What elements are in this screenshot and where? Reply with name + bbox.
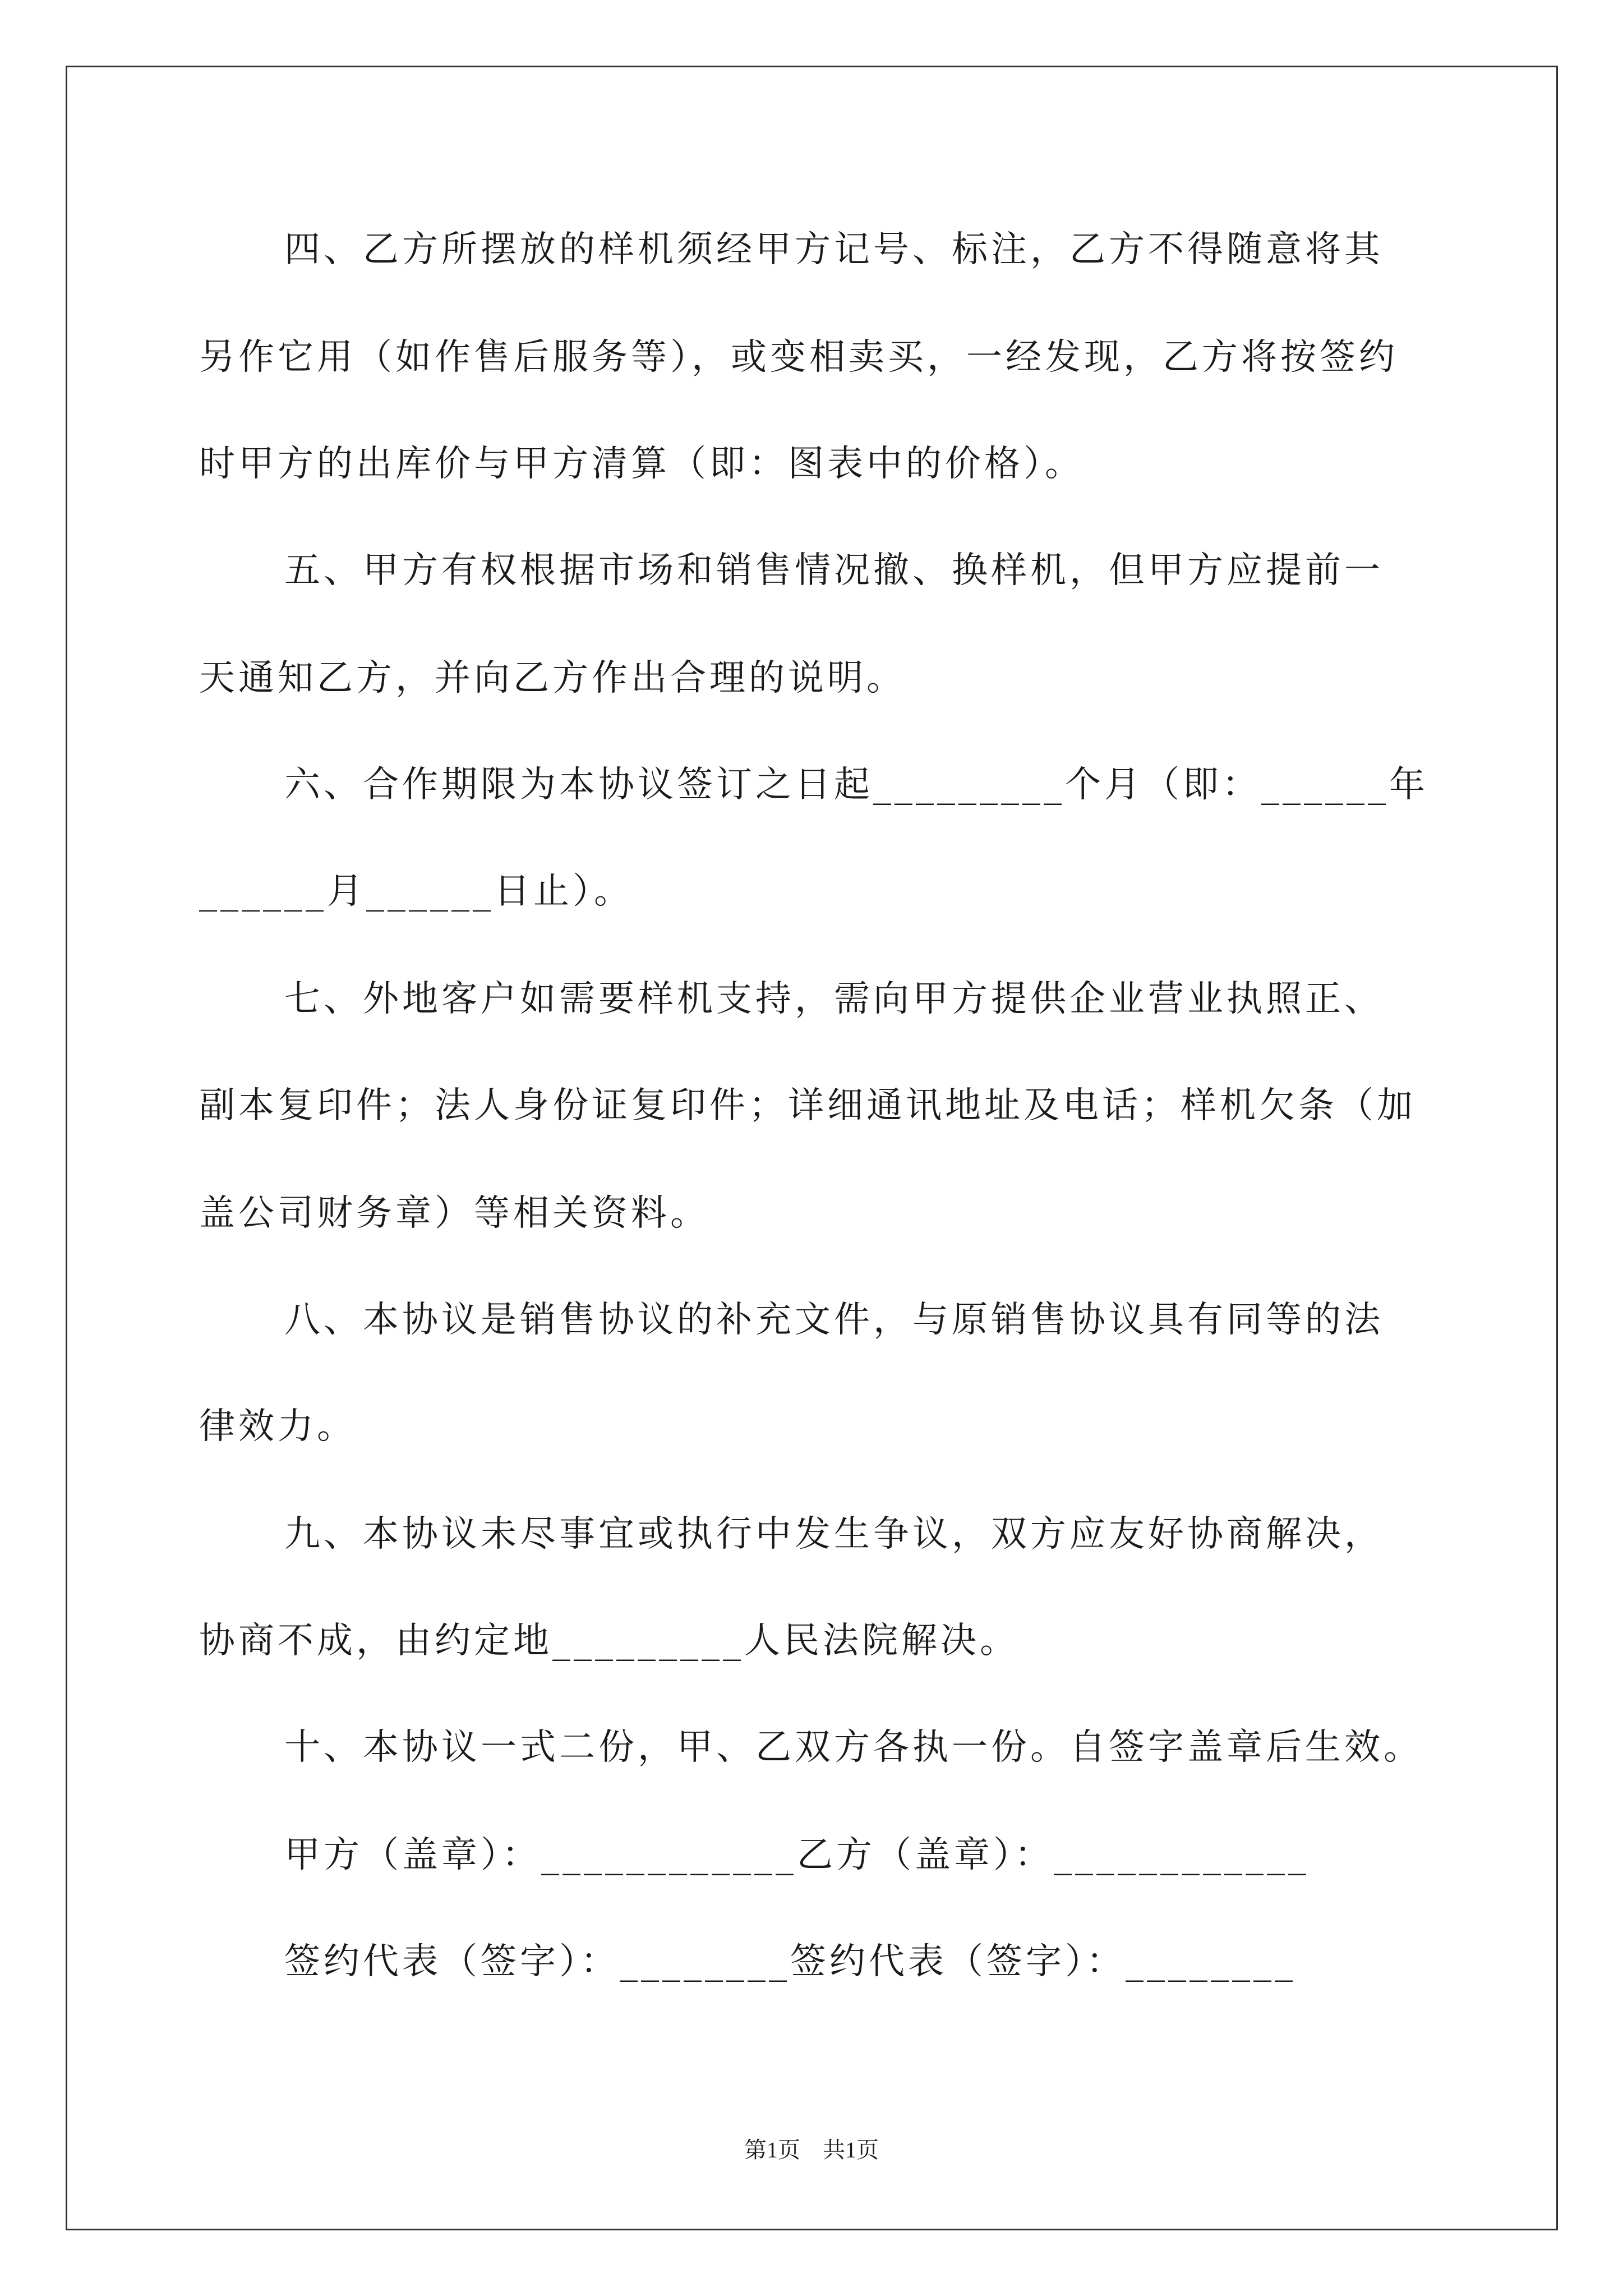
page-border (66, 66, 1558, 2230)
clause-7-line-1: 七、外地客户如需要样机支持，需向甲方提供企业营业执照正、 (284, 978, 1384, 1020)
clause-8-line-2: 律效力。 (199, 1406, 356, 1447)
clause-7-line-2: 副本复印件；法人身份证复印件；详细通讯地址及电话；样机欠条（加 (199, 1085, 1416, 1126)
clause-4-line-1: 四、乙方所摆放的样机须经甲方记号、标注，乙方不得随意将其 (284, 229, 1384, 270)
clause-6-line-2: ______月______日止）。 (199, 871, 633, 912)
clause-5-line-1: 五、甲方有权根据市场和销售情况撤、换样机，但甲方应提前一 (284, 550, 1384, 591)
clause-7-line-3: 盖公司财务章）等相关资料。 (199, 1193, 709, 1234)
clause-9-line-1: 九、本协议未尽事宜或执行中发生争议，双方应友好协商解决， (284, 1513, 1384, 1555)
clause-8-line-1: 八、本协议是销售协议的补充文件，与原销售协议具有同等的法 (284, 1299, 1384, 1341)
clause-10-line-1: 十、本协议一式二份，甲、乙双方各执一份。自签字盖章后生效。 (284, 1727, 1423, 1768)
clause-4-line-3: 时甲方的出库价与甲方清算（即：图表中的价格）。 (199, 443, 1084, 485)
page-footer: 第1页 共1页 (744, 2137, 879, 2162)
clause-6-line-1: 六、合作期限为本协议签订之日起_________个月（即：______年 (284, 764, 1428, 806)
clause-9-line-2: 协商不成，由约定地_________人民法院解决。 (199, 1620, 1019, 1662)
clause-5-line-2: 天通知乙方，并向乙方作出合理的说明。 (199, 657, 906, 699)
party-a-b-seal-line: 甲方（盖章）：____________乙方（盖章）：____________ (284, 1834, 1310, 1876)
signatory-line: 签约代表（签字）：________签约代表（签字）：________ (284, 1941, 1296, 1982)
clause-4-line-2: 另作它用（如作售后服务等），或变相卖买，一经发现，乙方将按签约 (199, 337, 1398, 378)
